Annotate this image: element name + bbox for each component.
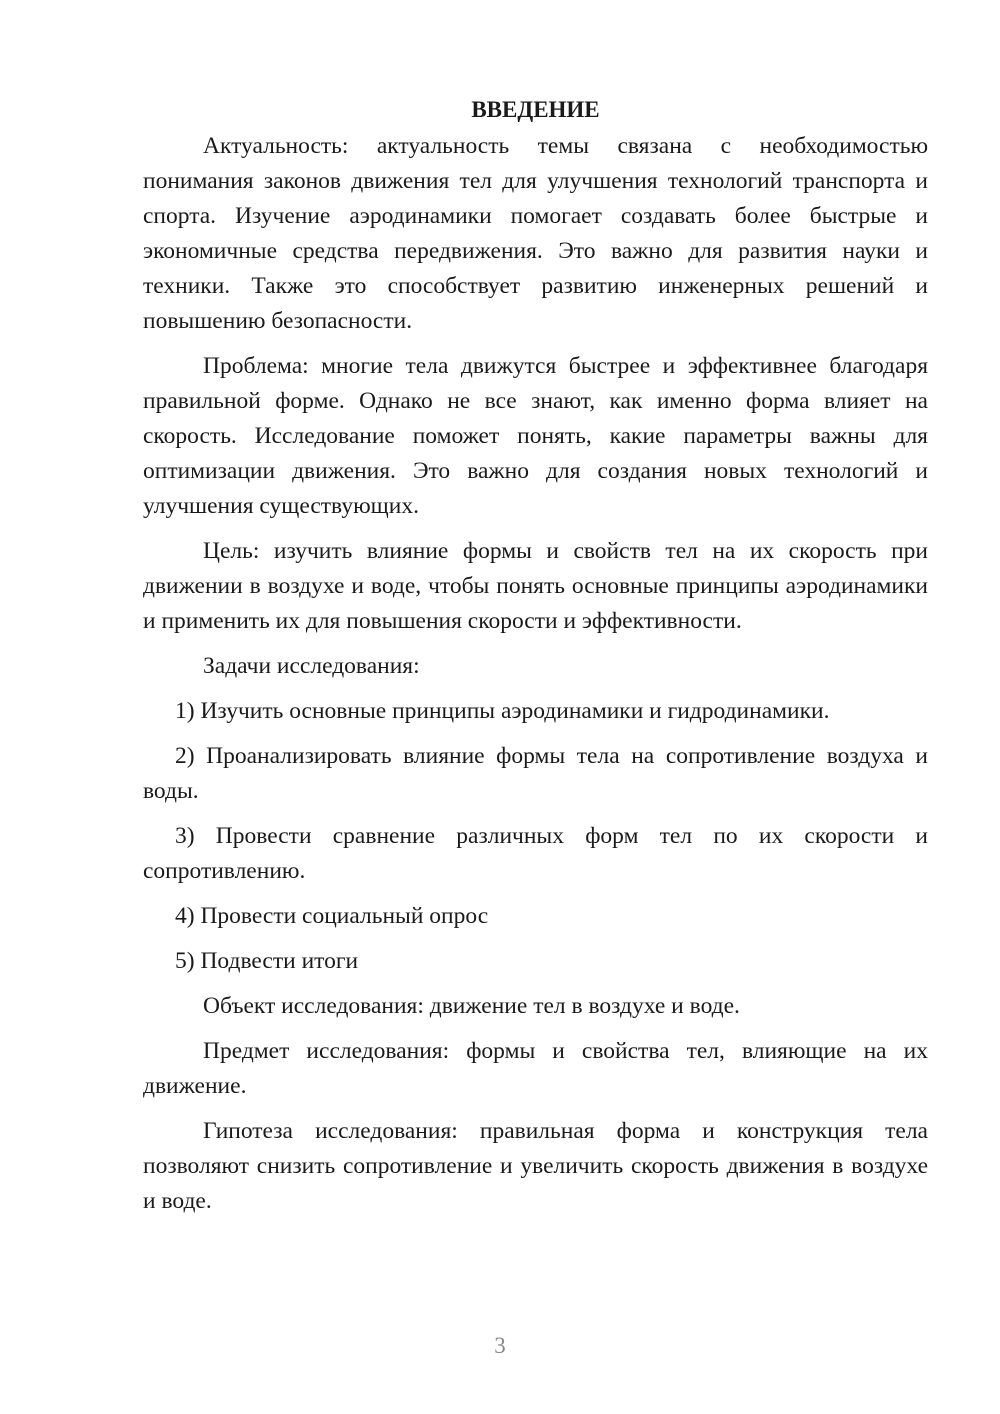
tasks-heading: Задачи исследования: xyxy=(203,653,420,679)
task-item-5: 5) Подвести итоги xyxy=(175,948,359,974)
document-page xyxy=(143,92,928,1229)
task-item-1: 1) Изучить основные принципы аэродинамики и гидродинамики. xyxy=(175,698,830,724)
paragraph-problem: Проблема: многие тела движутся быстрее и эффективнее благодаря правильной форме. Однако не все знают, как именно форма влияет на скорость. Исследование поможет понять, какие параметры важны для оптимизации движения. Это важно для создания новых технологий и улучшения существующих. xyxy=(143,353,928,519)
page-number: 3 xyxy=(494,1333,506,1358)
task-item-2: 2) Проанализировать влияние формы тела на сопротивление воздуха и воды. xyxy=(143,743,928,804)
paragraph-object: Объект исследования: движение тел в воздухе и воде. xyxy=(203,993,740,1019)
paragraph-hypothesis: Гипотеза исследования: правильная форма и конструкция тела позволяют снизить сопротивление и увеличить скорость движения в воздухе и воде. xyxy=(143,1118,928,1214)
paragraph-relevance: Актуальность: актуальность темы связана с необходимостью понимания законов движения тел для улучшения технологий транспорта и спорта. Изучение аэродинамики помогает создавать более быстрые и экономичные средства передвижения. Это важно для развития науки и техники. Также это способствует развитию инженерных решений и повышению безопасности. xyxy=(143,133,928,334)
page-title: ВВЕДЕНИЕ xyxy=(471,97,600,122)
task-item-4: 4) Провести социальный опрос xyxy=(175,903,489,929)
paragraph-goal: Цель: изучить влияние формы и свойств тел на их скорость при движении в воздухе и воде, чтобы понять основные принципы аэродинамики и применить их для повышения скорости и эффективности. xyxy=(143,538,928,634)
task-item-3: 3) Провести сравнение различных форм тел по их скорости и сопротивлению. xyxy=(143,823,928,884)
paragraph-subject: Предмет исследования: формы и свойства тел, влияющие на их движение. xyxy=(143,1038,928,1099)
task-list xyxy=(143,694,928,979)
